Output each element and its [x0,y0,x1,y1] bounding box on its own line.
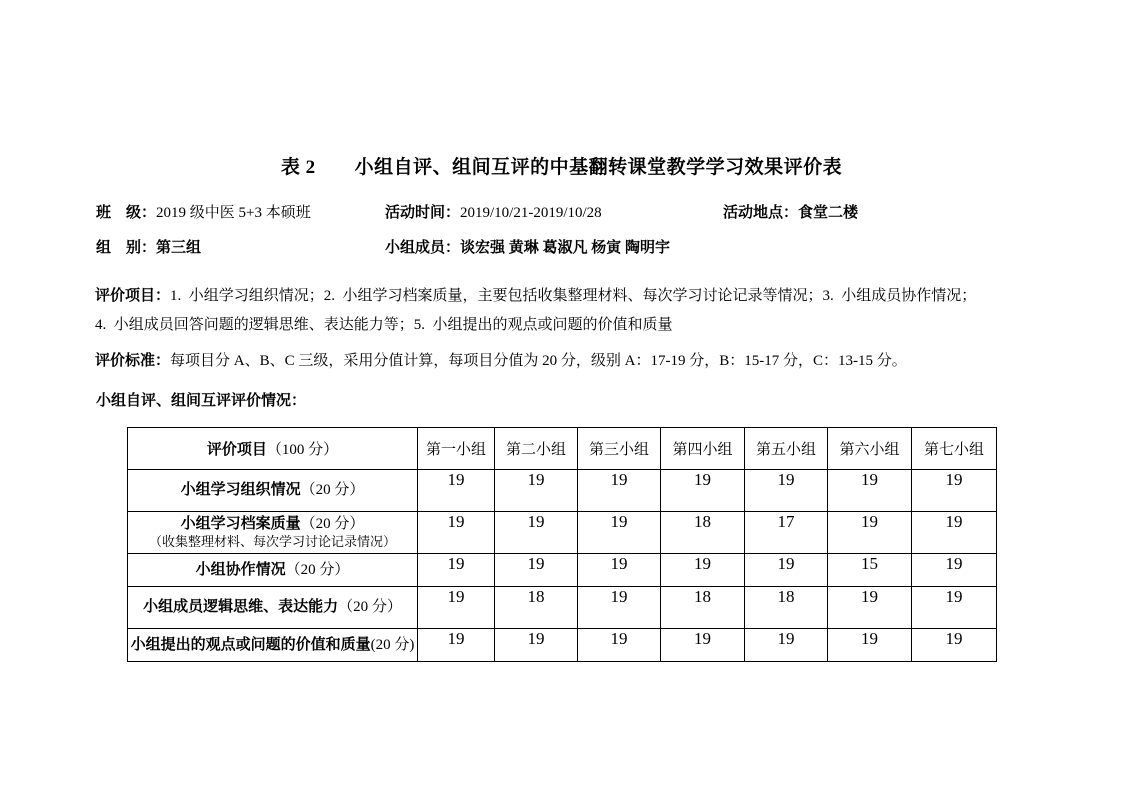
score-cell: 19 [828,587,912,629]
score-cell: 19 [745,629,828,662]
row-label-line [128,515,417,534]
activity-place-field [723,201,858,222]
evaluation-criteria-text: 每项目分 A、B、C 三级，采用分值计算，每项目分值为 20 分，级别 A：17-19 分，B：15-17 分，C：13-15 分。 [170,353,907,369]
row-label-line [128,481,417,500]
evaluation-items-paragraph [95,282,1040,340]
table-row [128,587,997,629]
score-cell: 19 [578,470,661,512]
class-label: 班 级： [96,205,157,221]
score-cell: 19 [418,554,495,587]
score-cell: 17 [745,512,828,554]
activity-place-label: 活动地点： [723,205,799,221]
evaluation-items-line1: 1. 小组学习组织情况；2. 小组学习档案质量，主要包括收集整理材料、每次学习讨论记录等情况；3. 小组成员协作情况； [170,288,977,304]
score-cell: 19 [495,629,578,662]
table-row [128,629,997,662]
section-heading: 小组自评、组间互评评价情况： [96,393,307,409]
row-label-text: 小组学习组织情况 [180,482,301,499]
score-cell: 19 [418,587,495,629]
activity-place-value: 食堂二楼 [798,205,859,221]
class-value: 2019 级中医 5+3 本硕班 [156,205,311,221]
row-label-line [128,598,417,617]
score-cell: 18 [661,512,745,554]
score-cell: 19 [661,629,745,662]
evaluation-criteria-label: 评价标准： [95,353,171,369]
evaluation-items-label: 评价项目： [95,288,171,304]
score-cell: 19 [495,512,578,554]
row-sublabel: （收集整理材料、每次学习讨论记录情况） [148,533,396,549]
header-group-5: 第五小组 [745,428,828,470]
header-eval-items [128,428,418,470]
row-label-suffix: （20 分） [338,599,402,616]
score-cell: 19 [828,512,912,554]
row-label-text: 小组成员逻辑思维、表达能力 [143,599,339,616]
score-cell: 19 [578,587,661,629]
header-group-1: 第一小组 [418,428,495,470]
eval-table [127,427,997,662]
row-label-suffix: （20 分） [300,482,365,499]
score-cell: 18 [745,587,828,629]
row-label-cell [128,512,418,554]
score-cell: 19 [661,470,745,512]
score-cell: 19 [418,629,495,662]
row-label-line [128,636,417,655]
score-cell: 19 [578,629,661,662]
header-eval-items-suffix: （100 分） [266,442,339,458]
group-value: 第三组 [156,240,202,256]
row-label-cell [128,629,418,662]
score-cell: 19 [661,554,745,587]
header-group-4: 第四小组 [661,428,745,470]
class-field [96,201,311,222]
score-cell: 19 [912,470,997,512]
table-header-row [128,428,997,470]
group-field [96,236,201,257]
evaluation-items-line2: 4. 小组成员回答问题的逻辑思维、表达能力等；5. 小组提出的观点或问题的价值和质量 [95,317,673,333]
header-group-7: 第七小组 [912,428,997,470]
score-cell: 15 [828,554,912,587]
members-field [385,236,670,257]
row-label-suffix: （20 分） [285,561,350,578]
row-label-text: 小组提出的观点或问题的价值和质量 [130,636,371,653]
activity-time-field [385,201,602,222]
activity-time-label: 活动时间： [385,205,461,221]
row-label-suffix: （20 分） [300,516,365,532]
score-cell: 19 [912,554,997,587]
score-cell: 19 [495,470,578,512]
score-cell: 19 [912,629,997,662]
row-label-cell [128,470,418,512]
header-group-2: 第二小组 [495,428,578,470]
score-cell: 18 [661,587,745,629]
row-label-suffix: (20 分) [370,636,415,653]
score-cell: 19 [418,512,495,554]
row-label-text: 小组学习档案质量 [180,516,301,532]
table-row [128,470,997,512]
score-cell: 19 [828,470,912,512]
info-row-1 [0,201,1123,225]
row-label-line [128,561,417,580]
evaluation-criteria-paragraph [95,349,1040,370]
header-group-3: 第三小组 [578,428,661,470]
activity-time-value: 2019/10/21-2019/10/28 [460,205,602,221]
score-cell: 19 [912,587,997,629]
members-value: 谈宏强 黄琳 葛淑凡 杨寅 陶明宇 [460,240,671,256]
score-cell: 19 [418,470,495,512]
row-label-cell [128,554,418,587]
group-label: 组 别： [96,240,157,256]
info-row-2 [0,236,1123,260]
score-cell: 19 [828,629,912,662]
table-row [128,554,997,587]
score-cell: 19 [912,512,997,554]
page-title: 表 2 小组自评、组间互评的中基翻转课堂教学学习效果评价表 [280,157,843,178]
header-group-6: 第六小组 [828,428,912,470]
header-eval-items-label: 评价项目 [206,442,267,458]
score-cell: 19 [578,554,661,587]
table-row [128,512,997,554]
row-label-text: 小组协作情况 [195,561,286,578]
score-cell: 19 [745,470,828,512]
score-cell: 19 [745,554,828,587]
score-cell: 18 [495,587,578,629]
score-cell: 19 [495,554,578,587]
score-cell: 19 [578,512,661,554]
row-label-cell [128,587,418,629]
members-label: 小组成员： [385,240,461,256]
